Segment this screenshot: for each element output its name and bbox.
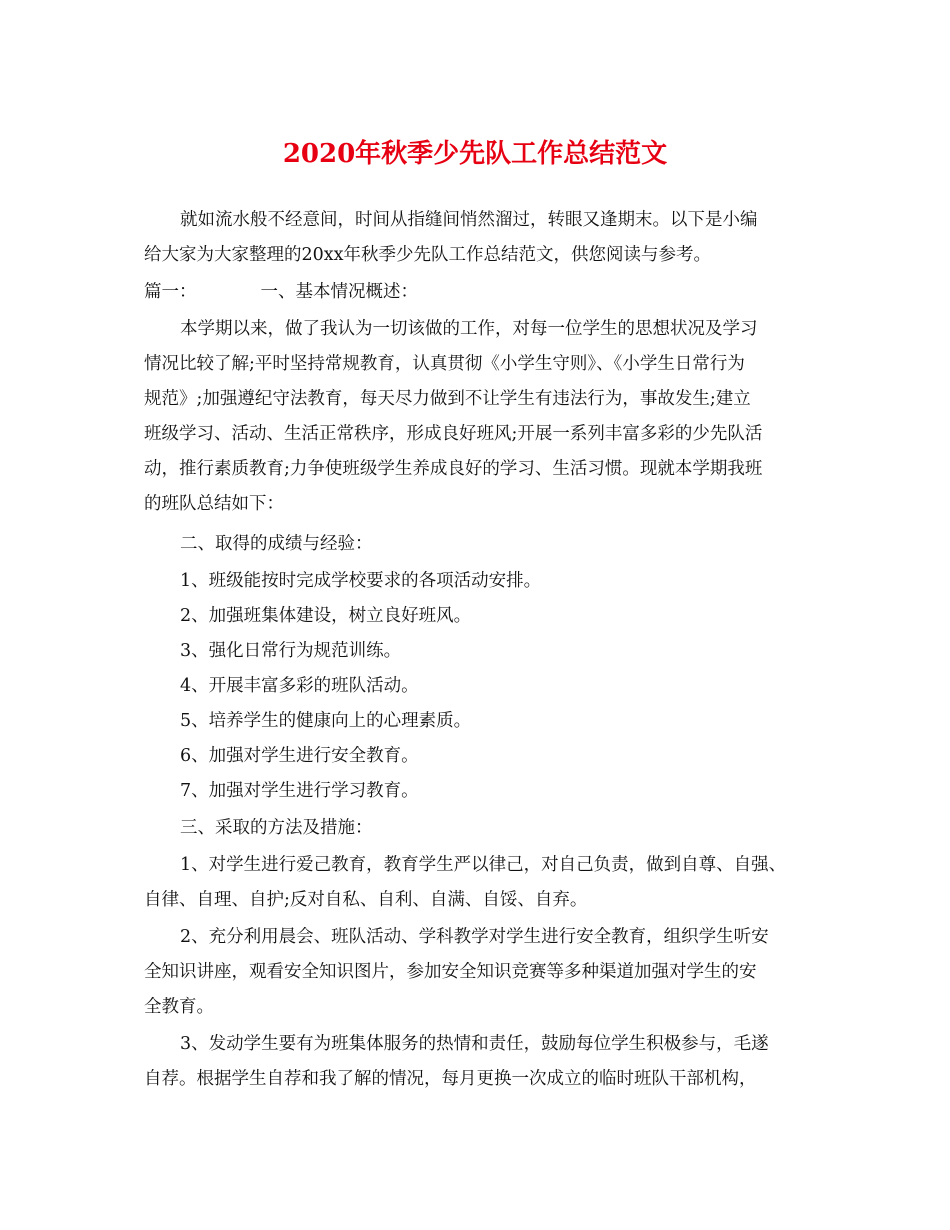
section1-line-1: 本学期以来，做了我认为一切该做的工作，对每一位学生的思想状况及学习 xyxy=(180,319,758,339)
section3-p1-line-2: 自律、自理、自护;反对自私、自利、自满、自馁、自弃。 xyxy=(144,890,588,910)
section2-item-7: 7、加强对学生进行学习教育。 xyxy=(180,781,419,801)
section3-p3-line-2: 自荐。根据学生自荐和我了解的情况，每月更换一次成立的临时班队干部机构， xyxy=(144,1069,757,1089)
section1-line-5: 动，推行素质教育;力争使班级学生养成良好的学习、生活习惯。现就本学期我班 xyxy=(144,459,763,479)
section2-item-6: 6、加强对学生进行安全教育。 xyxy=(180,746,419,766)
section1-line-2: 情况比较了解;平时坚持常规教育，认真贯彻《小学生守则》、《小学生日常行为 xyxy=(144,354,745,374)
intro-line-1: 就如流水般不经意间，时间从指缝间悄然溜过，转眼又逢期末。以下是小编 xyxy=(180,210,758,230)
intro-line-2: 给大家为大家整理的20xx年秋季少先队工作总结范文，供您阅读与参考。 xyxy=(144,245,712,265)
section1-line-3: 规范》;加强遵纪守法教育，每天尽力做到不让学生有违法行为，事故发生;建立 xyxy=(144,389,751,409)
section1-line-4: 班级学习、活动、生活正常秩序，形成良好班风;开展一系列丰富多彩的少先队活 xyxy=(144,424,763,444)
section2-item-2: 2、加强班集体建设，树立良好班风。 xyxy=(180,606,472,626)
part-label: 篇一： xyxy=(144,282,197,302)
section2-heading: 二、取得的成绩与经验： xyxy=(180,534,373,554)
section3-p3-line-1: 3、发动学生要有为班集体服务的热情和责任，鼓励每位学生积极参与，毛遂 xyxy=(180,1034,769,1054)
section3-p1-line-1: 1、对学生进行爱己教育，教育学生严以律己，对自己负责，做到自尊、自强、 xyxy=(180,855,787,875)
section3-p2-line-3: 全教育。 xyxy=(144,997,214,1017)
section3-p2-line-1: 2、充分利用晨会、班队活动、学科教学对学生进行安全教育，组织学生听安 xyxy=(180,927,769,947)
section1-line-6: 的班队总结如下： xyxy=(144,494,284,514)
section1-heading: 一、基本情况概述： xyxy=(260,282,418,302)
section2-item-1: 1、班级能按时完成学校要求的各项活动安排。 xyxy=(180,571,542,591)
part-heading-row xyxy=(144,281,418,303)
section2-item-4: 4、开展丰富多彩的班队活动。 xyxy=(180,676,419,696)
section2-item-3: 3、强化日常行为规范训练。 xyxy=(180,641,402,661)
section3-p2-line-2: 全知识讲座，观看安全知识图片，参加安全知识竞赛等多种渠道加强对学生的安 xyxy=(144,962,757,982)
document-title: 2020年秋季少先队工作总结范文 xyxy=(282,139,668,169)
section3-heading: 三、采取的方法及措施： xyxy=(180,818,373,838)
section2-item-5: 5、培养学生的健康向上的心理素质。 xyxy=(180,711,472,731)
